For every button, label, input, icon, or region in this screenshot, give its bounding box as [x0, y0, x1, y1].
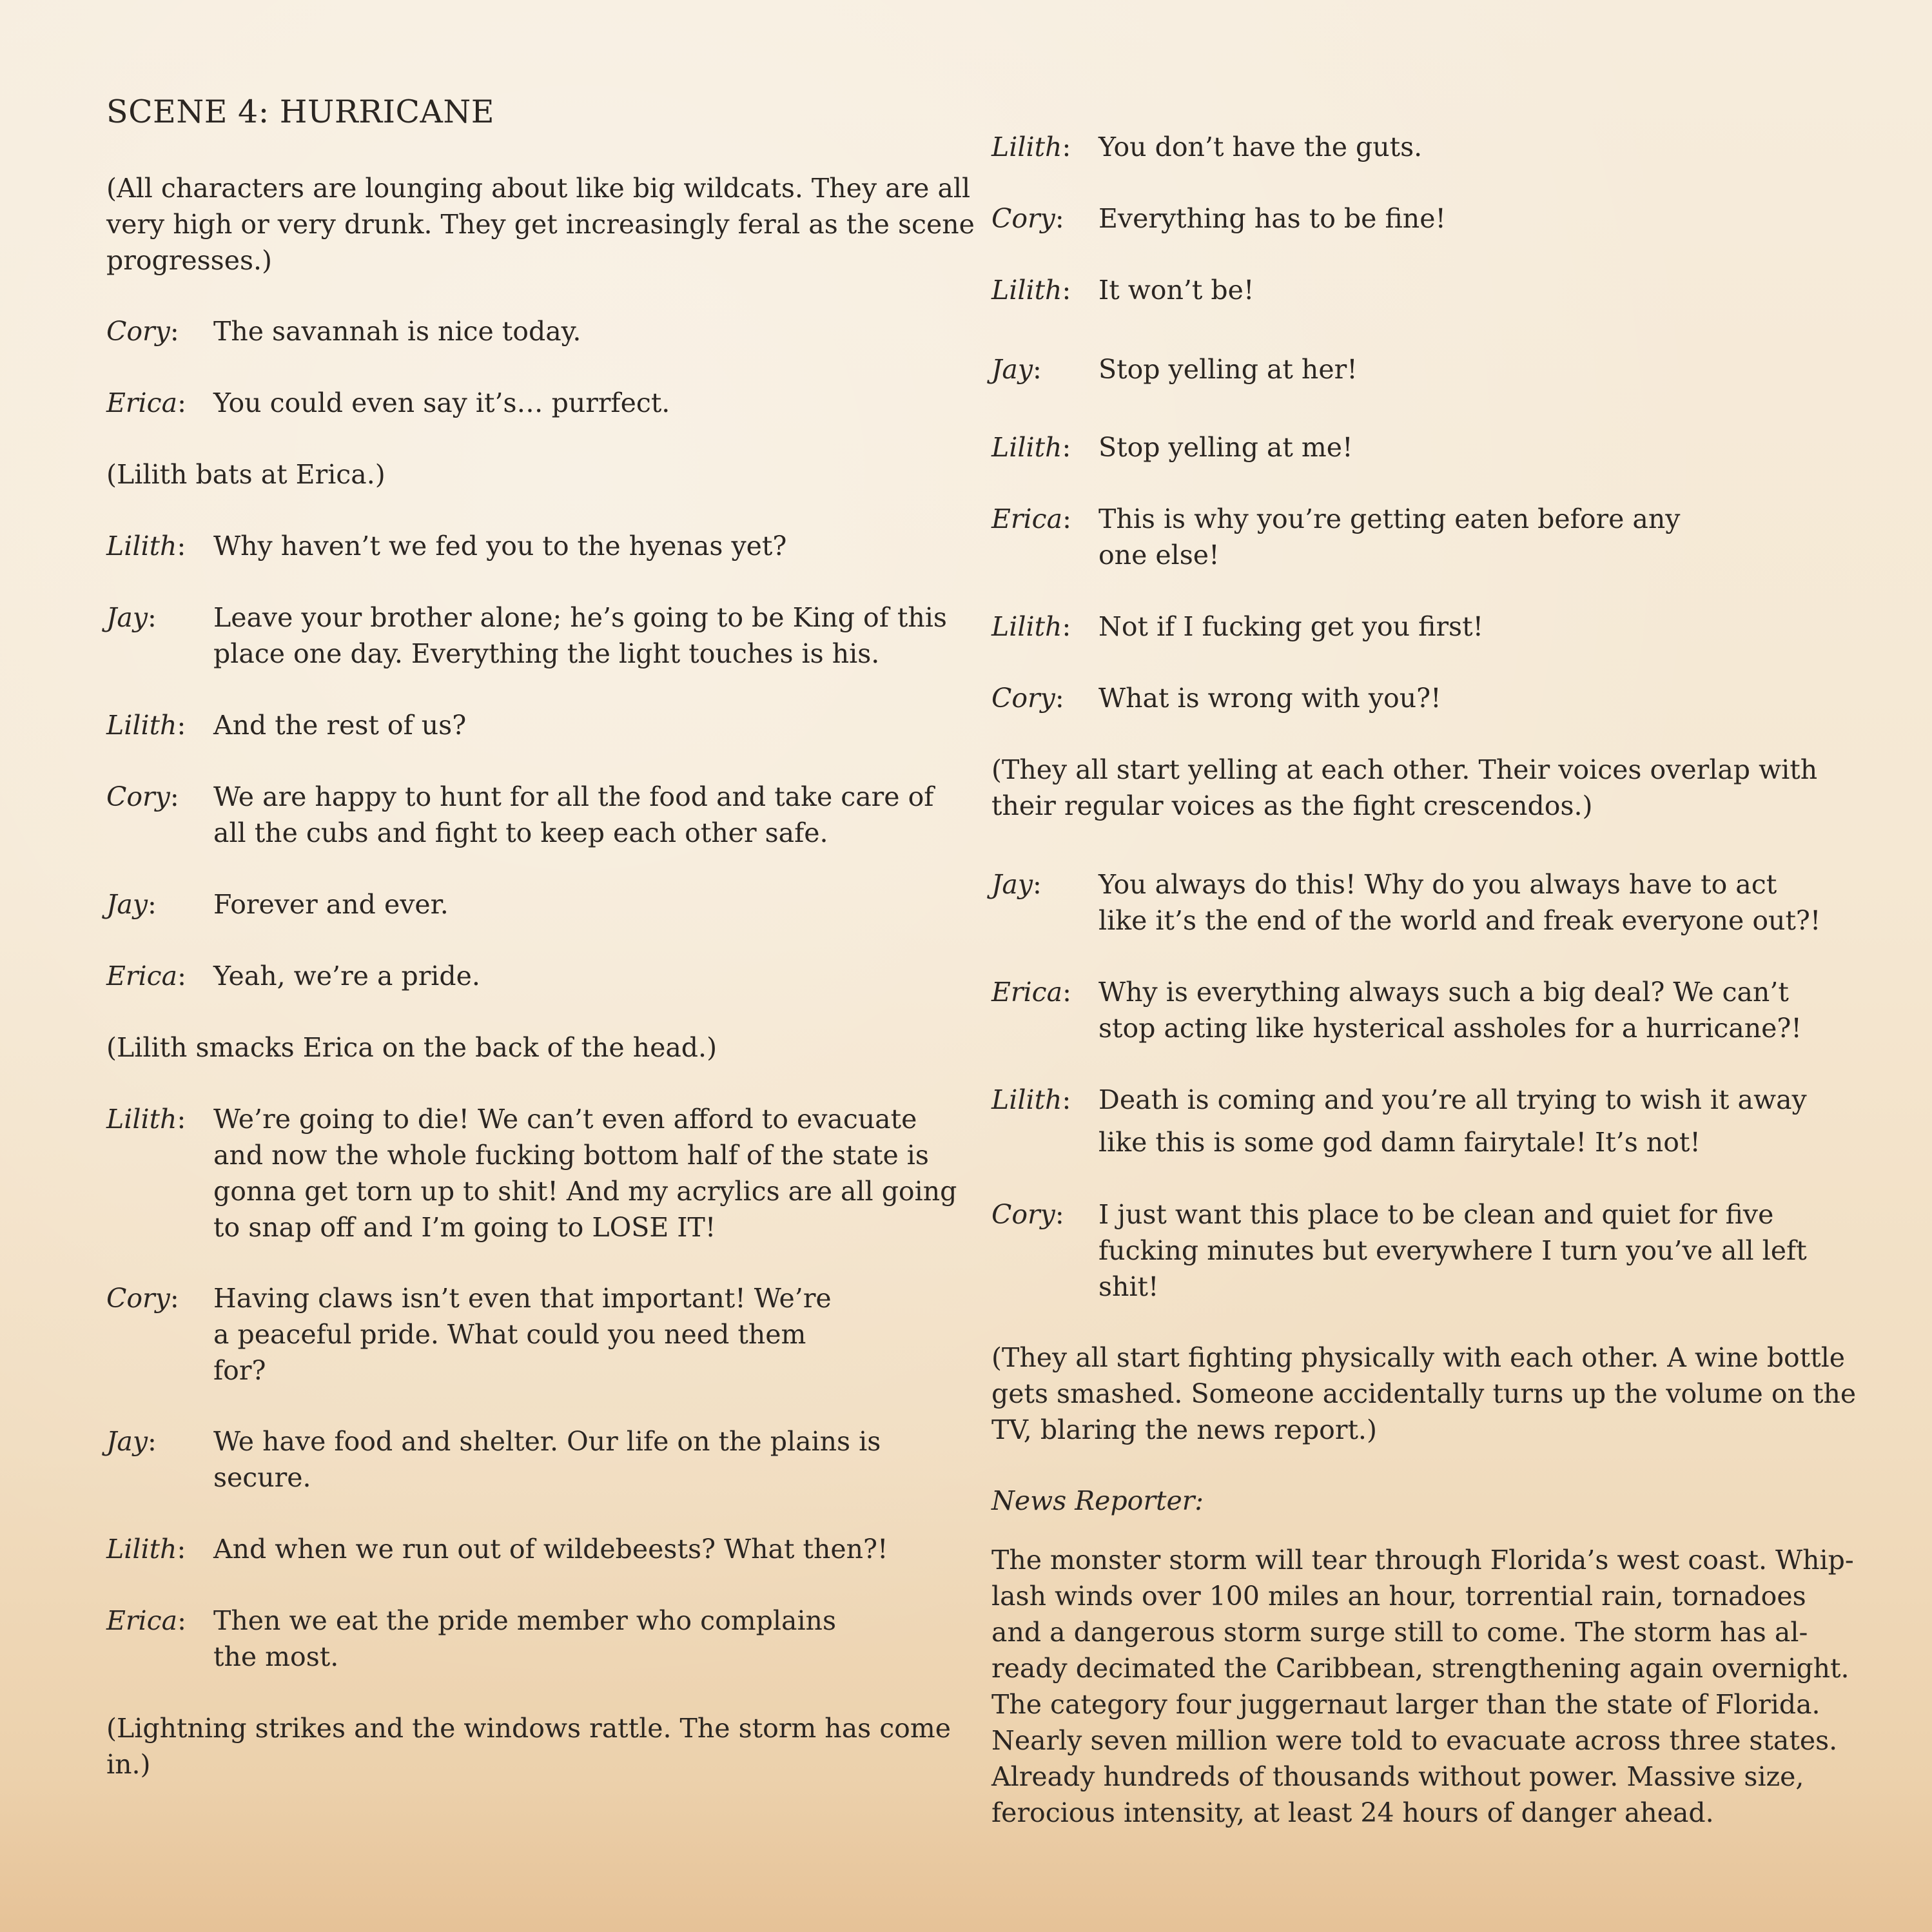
dialogue-text: one else! [1098, 540, 1220, 571]
speaker-label: Erica: [106, 1605, 186, 1636]
dialogue-text: We are happy to hunt for all the food and take care of [213, 781, 934, 812]
speaker-label: Jay: [991, 354, 1042, 385]
stage-direction: (Lilith bats at Erica.) [106, 459, 385, 490]
dialogue-line [106, 313, 964, 349]
dialogue-line [106, 886, 964, 922]
dialogue-text: for? [213, 1355, 266, 1386]
report-line: Already hundreds of thousands without power. Massive size, [991, 1761, 1804, 1792]
report-line: lash winds over 100 miles an hour, torrential rain, tornadoes [991, 1581, 1806, 1612]
dialogue-line [991, 680, 1849, 716]
speaker-label: Erica: [106, 387, 186, 418]
stage-direction: (Lilith smacks Erica on the back of the head.) [106, 1032, 717, 1063]
report-line: ready decimated the Caribbean, strengthening again overnight. [991, 1653, 1849, 1684]
speaker-label: Erica: [991, 503, 1071, 534]
speaker-label: Cory: [991, 1199, 1064, 1230]
dialogue-line [991, 351, 1849, 387]
dialogue-line [991, 429, 1849, 465]
dialogue-text: You don’t have the guts. [1098, 132, 1423, 162]
speaker-label: Lilith: [991, 432, 1071, 463]
report-line: The monster storm will tear through Florida’s west coast. Whip- [991, 1545, 1854, 1576]
speaker-label: Jay: [106, 889, 157, 920]
dialogue-text: a peaceful pride. What could you need them [213, 1319, 806, 1350]
dialogue-line [106, 1531, 964, 1567]
dialogue-text: And when we run out of wildebeests? What then?! [213, 1534, 888, 1565]
speaker-label: Cory: [991, 203, 1064, 234]
dialogue-text: secure. [213, 1462, 311, 1493]
dialogue-line [991, 272, 1849, 308]
dialogue-text: the most. [213, 1641, 339, 1672]
speaker-label: Erica: [991, 977, 1071, 1008]
dialogue-text: And the rest of us? [213, 710, 467, 741]
dialogue-text: Not if I fucking get you first! [1098, 611, 1484, 642]
dialogue-text: all the cubs and fight to keep each other safe. [213, 817, 828, 848]
dialogue-line [106, 528, 964, 564]
speaker-label: Erica: [106, 961, 186, 991]
stage-direction [991, 1340, 1857, 1448]
dialogue-line [991, 974, 1849, 1046]
dialogue-line [106, 958, 964, 994]
dialogue-text: gonna get torn up to shit! And my acrylics are all going [213, 1176, 957, 1207]
stage-direction-line: progresses.) [106, 245, 273, 276]
stage-direction-line: (They all start fighting physically with each other. A wine bottle [991, 1342, 1846, 1373]
speaker-label: Cory: [991, 683, 1064, 714]
dialogue-text: You could even say it’s… purrfect. [213, 387, 670, 418]
dialogue-text: Then we eat the pride member who complains [213, 1605, 837, 1636]
stage-direction-line: in.) [106, 1749, 151, 1780]
dialogue-text: What is wrong with you?! [1098, 683, 1441, 714]
speaker-label: Cory: [106, 316, 179, 347]
speaker-label: Cory: [106, 781, 179, 812]
stage-direction-line: gets smashed. Someone accidentally turns up the volume on the [991, 1378, 1857, 1409]
dialogue-line [991, 866, 1849, 939]
dialogue-text: Stop yelling at me! [1098, 432, 1353, 463]
dialogue-line [106, 1280, 964, 1389]
news-reporter-label: News Reporter: [991, 1485, 1204, 1516]
speaker-label: Lilith: [991, 611, 1071, 642]
speaker-label: Lilith: [106, 1534, 186, 1565]
dialogue-text: Leave your brother alone; he’s going to be King of this [213, 602, 947, 633]
dialogue-text: It won’t be! [1098, 275, 1254, 306]
dialogue-text: stop acting like hysterical assholes for a hurricane?! [1098, 1013, 1802, 1044]
dialogue-text: Why is everything always such a big deal? We can’t [1098, 977, 1789, 1008]
stage-direction [991, 752, 1849, 824]
speaker-label: Lilith: [106, 1104, 186, 1135]
dialogue-line [106, 385, 964, 421]
dialogue-text: This is why you’re getting eaten before any [1098, 503, 1681, 534]
speaker-label: Jay: [106, 1426, 157, 1457]
speaker-label: Lilith: [106, 710, 186, 741]
dialogue-line [106, 1423, 964, 1496]
report-line: and a dangerous storm surge still to come. The storm has al- [991, 1617, 1808, 1648]
dialogue-text: We’re going to die! We can’t even afford to evacuate [213, 1104, 917, 1135]
dialogue-text: We have food and shelter. Our life on the plains is [213, 1426, 881, 1457]
dialogue-text: I just want this place to be clean and quiet for five [1098, 1199, 1774, 1230]
dialogue-text: like this is some god damn fairytale! It’s not! [1098, 1127, 1701, 1158]
dialogue-text: Everything has to be fine! [1098, 203, 1446, 234]
dialogue-text: You always do this! Why do you always have to act [1098, 869, 1777, 900]
closing-stage-direction [106, 1710, 964, 1782]
dialogue-text: Yeah, we’re a pride. [213, 961, 480, 991]
report-line: The category four juggernaut larger than the state of Florida. [991, 1689, 1820, 1720]
opening-stage-direction [106, 170, 975, 278]
dialogue-text: The savannah is nice today. [213, 316, 581, 347]
scene-title: SCENE 4: HURRICANE [106, 93, 495, 130]
speaker-label: Lilith: [991, 1084, 1071, 1115]
stage-direction-line: TV, blaring the news report.) [991, 1414, 1377, 1445]
dialogue-line [106, 707, 964, 743]
speaker-label: Lilith: [991, 275, 1071, 306]
dialogue-line [991, 200, 1849, 237]
dialogue-text: Stop yelling at her! [1098, 354, 1358, 385]
report-line: ferocious intensity, at least 24 hours of danger ahead. [991, 1797, 1714, 1828]
dialogue-text: Forever and ever. [213, 889, 449, 920]
dialogue-text: fucking minutes but everywhere I turn you’ve all left [1098, 1235, 1807, 1266]
stage-direction-line: (Lightning strikes and the windows rattle. The storm has come [106, 1713, 951, 1744]
dialogue-line [991, 129, 1849, 165]
speaker-label: Cory: [106, 1283, 179, 1314]
dialogue-line [991, 501, 1849, 573]
news-report-text [991, 1542, 1854, 1831]
stage-direction-line: (All characters are lounging about like big wildcats. They are all [106, 173, 971, 204]
dialogue-line [991, 609, 1849, 645]
dialogue-text: like it’s the end of the world and freak everyone out?! [1098, 905, 1821, 936]
stage-direction-line: (They all start yelling at each other. Their voices overlap with [991, 754, 1818, 785]
stage-direction-line: their regular voices as the fight crescendos.) [991, 790, 1593, 821]
dialogue-text: place one day. Everything the light touches is his. [213, 638, 880, 669]
dialogue-text: Having claws isn’t even that important! We’re [213, 1283, 832, 1314]
speaker-label: Jay: [106, 602, 157, 633]
dialogue-text: shit! [1098, 1271, 1159, 1302]
dialogue-line [991, 1196, 1849, 1305]
dialogue-line [991, 1082, 1849, 1160]
report-line: Nearly seven million were told to evacuate across three states. [991, 1725, 1838, 1756]
dialogue-line [106, 600, 964, 672]
dialogue-line [106, 779, 964, 851]
dialogue-line [106, 1101, 964, 1245]
dialogue-line [106, 1603, 964, 1675]
dialogue-text: to snap off and I’m going to LOSE IT! [213, 1212, 716, 1243]
dialogue-text: Death is coming and you’re all trying to wish it away [1098, 1084, 1807, 1115]
dialogue-text: and now the whole fucking bottom half of the state is [213, 1140, 929, 1171]
stage-direction-line: very high or very drunk. They get increasingly feral as the scene [106, 209, 975, 240]
speaker-label: Jay: [991, 869, 1042, 900]
speaker-label: Lilith: [991, 132, 1071, 162]
speaker-label: Lilith: [106, 531, 186, 561]
dialogue-text: Why haven’t we fed you to the hyenas yet? [213, 531, 787, 561]
